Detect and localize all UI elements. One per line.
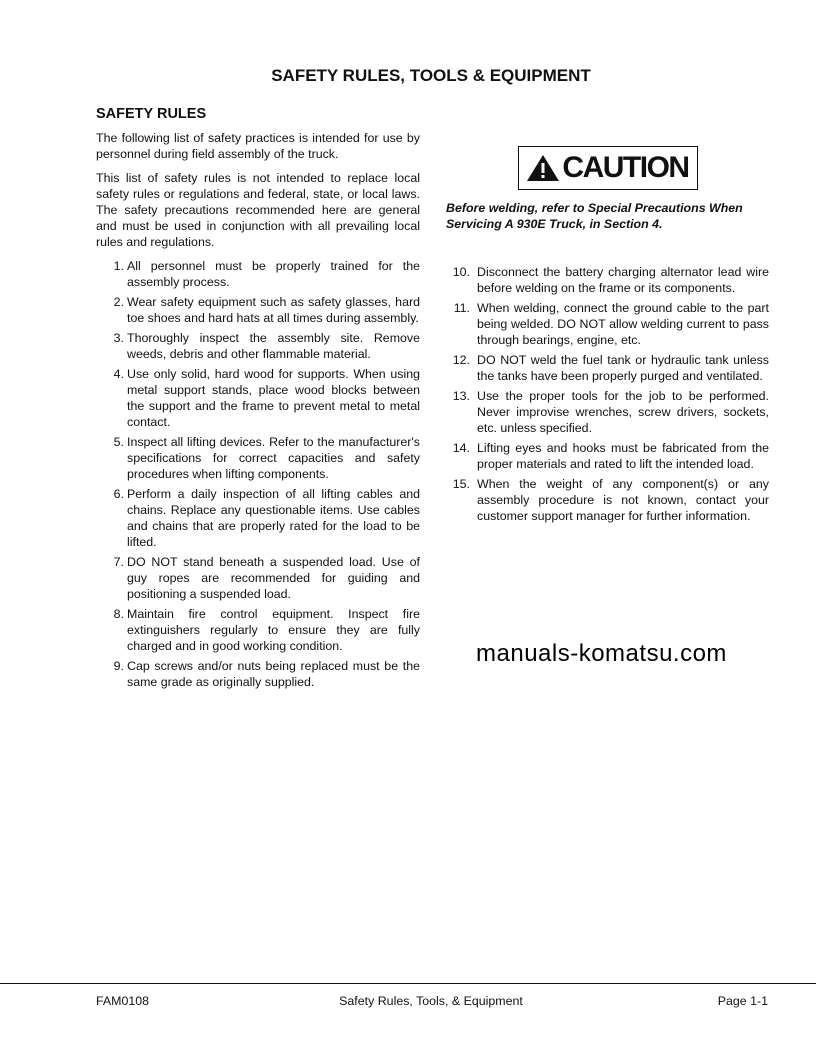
safety-rules-list	[96, 258, 420, 690]
rule-number: 12.	[452, 353, 470, 367]
rule-text: Thoroughly inspect the assembly site. Remove weeds, debris and other flammable material.	[127, 331, 420, 361]
rule-item	[96, 554, 420, 602]
rule-text: Use only solid, hard wood for supports. When using metal support stands, place wood blocks between the support and the frame to prevent metal to metal contact.	[127, 367, 420, 429]
rule-text: Use the proper tools for the job to be performed. Never improvise wrenches, screw drivers, sockets, etc. unless specified.	[477, 389, 769, 435]
rule-text: Perform a daily inspection of all lifting cables and chains. Replace any questionable items. Use cables and chains that are properly rated for the load to be lifted.	[127, 487, 420, 549]
safety-rules-list-continued	[446, 264, 769, 524]
caution-label: CAUTION	[562, 151, 689, 184]
intro-paragraph: The following list of safety practices is intended for use by personnel during field assembly of the truck.	[96, 131, 420, 161]
rule-item	[96, 434, 420, 482]
rule-item	[446, 264, 769, 296]
rule-number: 7.	[113, 555, 124, 569]
rule-item	[446, 476, 769, 524]
rule-item	[96, 606, 420, 654]
rule-text: When the weight of any component(s) or any assembly procedure is not known, contact your customer support manager for further information.	[477, 477, 769, 523]
watermark: manuals-komatsu.com	[476, 640, 727, 667]
caution-box	[518, 146, 698, 190]
rule-text: DO NOT stand beneath a suspended load. Use of guy ropes are recommended for guiding and positioning a suspended load.	[127, 555, 420, 601]
rule-item	[446, 388, 769, 436]
footer-divider	[0, 983, 816, 984]
footer-section-title: Safety Rules, Tools, & Equipment	[339, 994, 523, 1008]
rule-item	[446, 352, 769, 384]
rule-text: Wear safety equipment such as safety glasses, hard toe shoes and hard hats at all times during assembly.	[127, 295, 420, 325]
rule-text: Inspect all lifting devices. Refer to the manufacturer's specifications for correct capacities and safety procedures when lifting components.	[127, 435, 420, 481]
rule-number: 4.	[113, 367, 124, 381]
rule-item	[446, 300, 769, 348]
footer-page-number: Page 1-1	[717, 994, 768, 1008]
rule-number: 5.	[113, 435, 124, 449]
section-heading: SAFETY RULES	[96, 106, 207, 122]
warning-triangle-icon	[526, 154, 560, 182]
rule-number: 13.	[452, 389, 470, 403]
rule-number: 15.	[452, 477, 470, 491]
rule-number: 6.	[113, 487, 124, 501]
rule-item	[96, 486, 420, 550]
page-title: SAFETY RULES, TOOLS & EQUIPMENT	[271, 66, 591, 85]
intro-paragraph: This list of safety rules is not intended to replace local safety rules or regulations and federal, state, or local laws. The safety precautions recommended here are general and must be used in conjunction with all prevailing local rules and regulations.	[96, 171, 420, 249]
rule-text: DO NOT weld the fuel tank or hydraulic tank unless the tanks have been properly purged and ventilated.	[477, 353, 769, 383]
rule-item	[446, 440, 769, 472]
rule-number: 8.	[113, 607, 124, 621]
rule-number: 11.	[453, 301, 470, 315]
rule-text: When welding, connect the ground cable to the part being welded. DO NOT allow welding current to pass through bearings, engine, etc.	[477, 301, 769, 347]
rule-number: 9.	[113, 659, 124, 673]
rule-number: 14.	[452, 441, 470, 455]
rule-item	[96, 658, 420, 690]
rule-item	[96, 258, 420, 290]
footer-doc-id: FAM0108	[96, 994, 150, 1008]
rule-text: Lifting eyes and hooks must be fabricated from the proper materials and rated to lift the intended load.	[477, 441, 769, 471]
rule-number: 2.	[113, 295, 124, 309]
rule-text: Maintain fire control equipment. Inspect fire extinguishers regularly to ensure they are fully charged and in good working condition.	[127, 607, 420, 653]
rule-item	[96, 294, 420, 326]
rule-text: Cap screws and/or nuts being replaced must be the same grade as originally supplied.	[127, 659, 420, 689]
rule-item	[96, 366, 420, 430]
caution-note: Before welding, refer to Special Precautions When Servicing A 930E Truck, in Section 4.	[446, 201, 743, 231]
rule-text: Disconnect the battery charging alternator lead wire before welding on the frame or its components.	[477, 265, 769, 295]
rule-number: 10.	[452, 265, 470, 279]
rule-number: 1.	[113, 259, 124, 273]
right-column	[446, 146, 769, 528]
left-column	[96, 106, 420, 694]
rule-text: All personnel must be properly trained for the assembly process.	[127, 259, 420, 289]
rule-number: 3.	[113, 331, 124, 345]
rule-item	[96, 330, 420, 362]
